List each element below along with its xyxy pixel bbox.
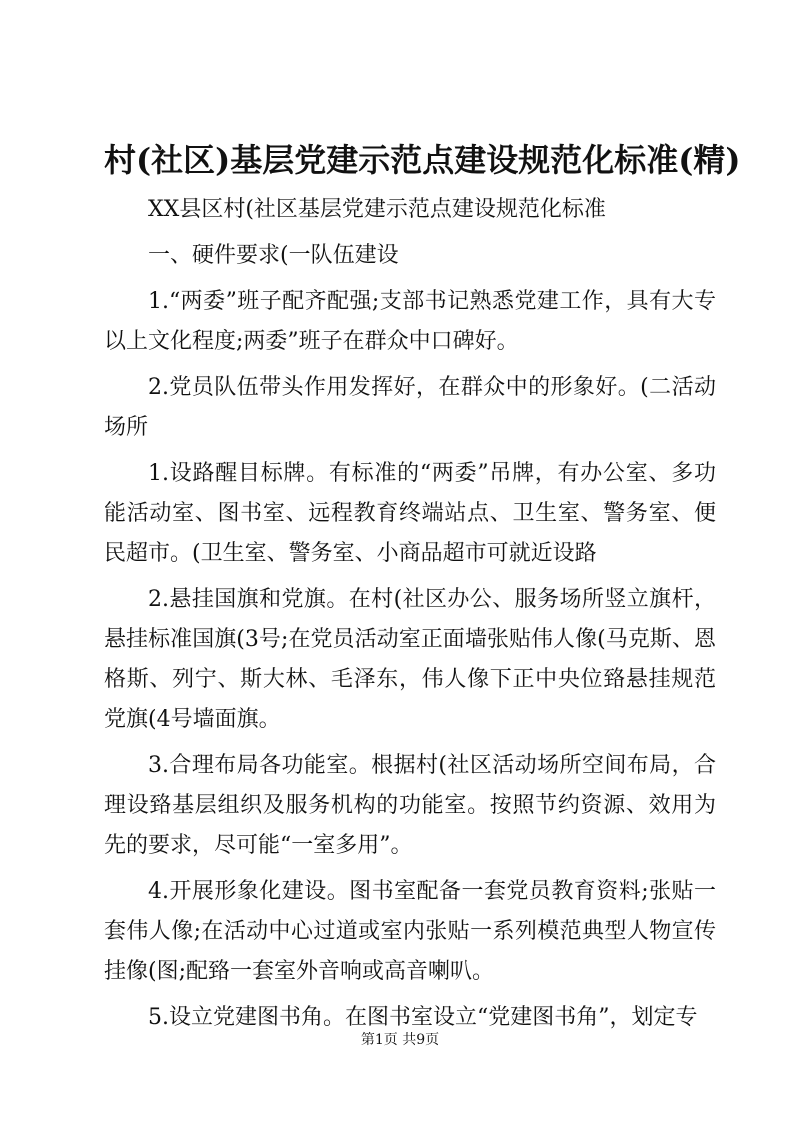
document-body [104,190,716,1044]
paragraph: 4.开展形象化建设。图书室配备一套党员教育资料;张贴一套伟人像;在活动中心过道或室内张贴一系列模范典型人物宣传挂像(图;配臵一套室外音响或高音喇叭。 [104,879,716,984]
paragraph: 2.党员队伍带头作用发挥好，在群众中的形象好。(二活动场所 [104,375,716,440]
paragraph: 5.设立党建图书角。在图书室设立“党建图书角”，划定专 [148,1005,698,1030]
paragraph: 2.悬挂国旗和党旗。在村(社区办公、服务场所竖立旗杆，悬挂标准国旗(3号;在党员活动室正面墙张贴伟人像(马克斯、恩格斯、列宁、斯大林、毛泽东，伟人像下正中央位臵悬挂规范党旗(4号墙面旗。 [104,587,716,732]
paragraph: 一、硬件要求(一队伍建设 [148,243,399,268]
paragraph: 1.“两委”班子配齐配强;支部书记熟悉党建工作，具有大专以上文化程度;两委”班子在群众中口碑好。 [104,289,716,354]
paragraph: 3.合理布局各功能室。根据村(社区活动场所空间布局，合理设臵基层组织及服务机构的功能室。按照节约资源、效用为先的要求，尽可能“一室多用”。 [104,753,716,858]
paragraph: 1.设路醒目标牌。有标准的“两委”吊牌，有办公室、多功能活动室、图书室、远程教育终端站点、卫生室、警务室、便民超市。(卫生室、警务室、小商品超市可就近设路 [104,461,716,566]
page-footer: 第1页 共9页 [360,1032,440,1048]
document-title: 村(社区)基层党建示范点建设规范化标准(精) [104,141,741,179]
paragraph: XX县区村(社区基层党建示范点建设规范化标准 [148,197,606,222]
